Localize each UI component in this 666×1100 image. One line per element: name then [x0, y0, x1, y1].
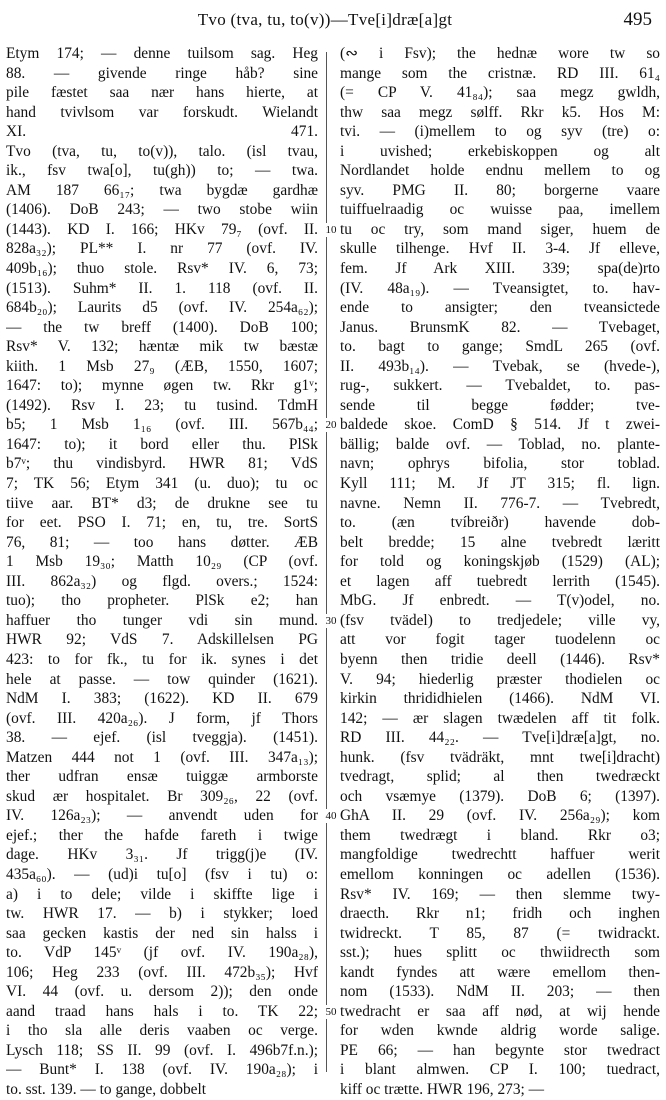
text-line: (ovf. III. 420a₂₆). J form, jf Thors	[6, 709, 318, 727]
text-line: (∾ i Fsv); the hednæ wore tw so	[340, 45, 660, 62]
text-line: 684b₂₀); Laurits d5 (ovf. IV. 254a₆₂);	[6, 299, 318, 317]
text-line: tu oc try, som mand siger, huem de	[340, 220, 660, 238]
text-line: III. 862a₃₂) og flgd. overs.; 1524:	[6, 572, 318, 590]
text-line: (1406). DoB 243; — two stobe wiin	[6, 201, 318, 219]
text-line: HWR 92; VdS 7. Adskillelsen PG	[6, 631, 318, 649]
line-number: 40	[322, 809, 340, 823]
text-line: 106; Heg 233 (ovf. III. 472b₃₅); Hvf	[6, 963, 318, 981]
text-line: (= CP V. 41₈₄); saa megz gwldh,	[340, 84, 660, 102]
text-line: Matzen 444 not 1 (ovf. III. 347a₁₃);	[6, 748, 318, 766]
page-number: 495	[623, 9, 652, 30]
text-line: PE 66; — han begynte stor twedract	[340, 1041, 660, 1059]
text-line: 1 Msb 19₃₀; Matth 10₂₉ (CP (ovf.	[6, 553, 318, 571]
text-line: tvedragt, splid; al then twedræckt	[340, 768, 660, 786]
text-line: Rsv* V. 132; hæntæ mik tw bæstæ	[6, 338, 318, 356]
text-line: 828a₃₂); PL** I. nr 77 (ovf. IV.	[6, 240, 318, 258]
text-line: Kyll 111; M. Jf JT 315; fl. lign.	[340, 475, 660, 493]
text-line: ende to ansigter; den tveansictede	[340, 299, 660, 317]
text-line: to. (æn tvíbreiðr) havende dob-	[340, 514, 660, 532]
text-line: to. bagt to gange; SmdL 265 (ovf.	[340, 338, 660, 356]
text-line: 1647: to); mynne øgen tw. Rkr g1ᵛ;	[6, 377, 318, 395]
text-line: baldede skoe. ComD § 514. Jf t zwei-	[340, 416, 660, 434]
text-line: tiive aar. BT* d3; de drukne see tu	[6, 494, 318, 512]
text-line: kandt fyndes att wære emellom then-	[340, 963, 660, 981]
text-line: 38. — ejef. (isl tveggja). (1451).	[6, 729, 318, 747]
text-line: i tho sla alle deris vaaben oc verge.	[6, 1022, 318, 1040]
text-line: 88. — givende ringe håb? sine	[6, 64, 318, 82]
text-line: kiff oc trætte. HWR 196, 273; —	[340, 1080, 545, 1098]
text-line: mange som the cristnæ. RD III. 61₄	[340, 64, 660, 82]
text-line: V. 94; hiederlig præster thodielen oc	[340, 670, 660, 688]
text-line: Lysch 118; SS II. 99 (ovf. I. 496b7f.n.);	[6, 1041, 318, 1059]
text-line: them twedrægt i bland. Rkr o3;	[340, 826, 660, 844]
text-line: tvi. — (i)mellem to og syv (tre) o:	[340, 123, 660, 141]
text-line: i blant almwen. CP I. 100; tuedract,	[340, 1061, 660, 1079]
text-line: for told og koningskjøb (1529) (AL);	[340, 553, 660, 571]
text-line: 409b₁₆); thuo stole. Rsv* IV. 6, 73;	[6, 260, 318, 278]
text-line: Tvo (tva, tu, to(v)), talo. (isl tvau,	[6, 142, 318, 160]
left-column	[6, 44, 318, 1100]
text-line: RD III. 44₂₂. — Tve[i]dræ[a]gt, no.	[340, 729, 660, 747]
text-line: 1647: to); it bord eller thu. PlSk	[6, 435, 318, 453]
text-line: aand traad hans hals i to. TK 22;	[6, 1002, 318, 1020]
text-line: hunk. (fsv tvädräkt, mnt twe[i]dracht)	[340, 748, 660, 766]
text-line: ik., fsv twa[o], tu(gh)) to; — twa.	[6, 162, 318, 180]
text-line: saa gecken kastis der ned sin halss i	[6, 924, 318, 942]
text-line: syv. PMG II. 80; borgerne vaare	[340, 181, 660, 199]
text-line: och vsæmye (1379). DoB 6; (1397).	[340, 787, 660, 805]
text-line: twidreckt. T 85, 87 (= twidrackt.	[340, 924, 660, 942]
text-line: b5; 1 Msb 1₁₆ (ovf. III. 567b₄₄;	[6, 416, 318, 434]
text-line: — Bunt* I. 138 (ovf. IV. 190a₂₈); i	[6, 1061, 318, 1079]
text-line: 7; TK 56; Etym 341 (u. duo); tu oc	[6, 475, 318, 493]
column-divider	[326, 52, 327, 1072]
text-line: to. VdP 145ᵛ (jf ovf. IV. 190a₂₈),	[6, 944, 318, 962]
text-line: skud ær hospitalet. Br 309₂₆, 22 (ovf.	[6, 787, 318, 805]
text-line: twedracht er saa aff nød, at wij hende	[340, 1002, 660, 1020]
text-line: MbG. Jf enbredt. — T(v)odel, no.	[340, 592, 660, 610]
text-line: hand tvivlsom var forskudt. Wielandt	[6, 103, 318, 121]
text-line: hele at passe. — tow quinder (1621).	[6, 670, 318, 688]
text-line: thw saa megz sølff. Rkr k5. Hos M:	[340, 103, 660, 121]
text-line: draecth. Rkr n1; fridh och inghen	[340, 905, 660, 923]
text-line: dage. HKv 3₃₁. Jf trigg(j)e (IV.	[6, 846, 318, 864]
text-line: nom (1533). NdM II. 203; — then	[340, 983, 660, 1001]
text-line: rug-, sukkert. — Tvebaldet, to. pas-	[340, 377, 660, 395]
text-line: ther udfran ensæ tuiggæ armborste	[6, 768, 318, 786]
text-line: tuiffuelraadig oc wuisse paa, imellem	[340, 201, 660, 219]
text-line: Rsv* IV. 169; — then slemme twy-	[340, 885, 660, 903]
text-line: XI. 471.	[6, 123, 318, 141]
text-line: NdM I. 383; (1622). KD II. 679	[6, 690, 318, 708]
text-line: byenn then tridie deell (1446). Rsv*	[340, 650, 660, 668]
text-line: VI. 44 (ovf. u. dersom 2)); den onde	[6, 983, 318, 1001]
text-line: a) i to dele; vilde i skiffte lige i	[6, 885, 318, 903]
text-line: — the tw breff (1400). DoB 100;	[6, 318, 318, 336]
text-line: i uvished; erkebiskoppen og alt	[340, 142, 660, 160]
text-line: ejef.; ther the hafde fareth i twige	[6, 826, 318, 844]
text-line: sende til begge fødder; tve-	[340, 396, 660, 414]
text-line: GhA II. 29 (ovf. IV. 256a₂₉); kom	[340, 807, 660, 825]
text-line: sst.); hues splitt oc thwiidrecth som	[340, 944, 660, 962]
text-line: Etym 174; — denne tuilsom sag. Heg	[6, 45, 318, 62]
text-line: skulle tilhenge. Hvf II. 3-4. Jf elleve,	[340, 240, 660, 258]
text-line: kiith. 1 Msb 27₉ (ÆB, 1550, 1607;	[6, 357, 318, 375]
text-line: mangfoldige twedrechtt haffuer werit	[340, 846, 660, 864]
right-column	[340, 44, 660, 1100]
text-line: kirkin thrididhielen (1466). NdM VI.	[340, 690, 660, 708]
text-line: 142; — ær slagen twædelen aff tit folk.	[340, 709, 660, 727]
text-line: (IV. 48a₁₉). — Tveansigtet, to. hav-	[340, 279, 660, 297]
text-line: pile fæstet saa nær hans hierte, at	[6, 84, 318, 102]
text-line: 435a₆₀). — (ud)i tu[o] (fsv i tu) o:	[6, 865, 318, 883]
text-line: Janus. BrunsmK 82. — Tvebaget,	[340, 318, 660, 336]
line-number: 30	[322, 614, 340, 628]
text-line: tuo); tho propheter. PlSk e2; han	[6, 592, 318, 610]
line-number: 50	[322, 1005, 340, 1019]
line-number: 20	[322, 418, 340, 432]
page-header	[0, 0, 666, 44]
text-line: AM 187 66₁₇; twa bygdæ gardhæ	[6, 181, 318, 199]
text-line: Nordlandet holde endnu mellem to og	[340, 162, 660, 180]
text-line: (1513). Suhm* II. 1. 118 (ovf. II.	[6, 279, 318, 297]
text-line: for eet. PSO I. 71; en, tu, tre. SortS	[6, 514, 318, 532]
text-line: navn; ophrys bifolia, stor toblad.	[340, 455, 660, 473]
text-line: b7ᵛ; thu vindisbyrd. HWR 81; VdS	[6, 455, 318, 473]
text-line: bällig; balde ovf. — Toblad, no. plante-	[340, 435, 660, 453]
text-line: (fsv tvädel) to tredjedele; ville vy,	[340, 611, 660, 629]
text-line: belt bredde; 15 alne tvebredt læritt	[340, 533, 660, 551]
text-line: att vor fogit tager tuodelenn oc	[340, 631, 660, 649]
text-line: tw. HWR 17. — b) i stykker; loed	[6, 905, 318, 923]
text-line: for wden kwnde aldrig worde salige.	[340, 1022, 660, 1040]
text-line: emellom konningen oc adellen (1536).	[340, 865, 660, 883]
text-line: II. 493b₁₄). — Tvebak, se (hvede-),	[340, 357, 660, 375]
text-line: IV. 126a₂₃); — anvendt uden for	[6, 807, 318, 825]
text-line: haffuer tho tunger vdi sin mund.	[6, 611, 318, 629]
text-line: to. sst. 139. — to gange, dobbelt	[6, 1080, 207, 1098]
text-line: (1492). Rsv I. 23; tu tusind. TdmH	[6, 396, 318, 414]
text-line: (1443). KD I. 166; HKv 79₇ (ovf. II.	[6, 220, 318, 238]
text-line: navne. Nemn II. 776-7. — Tvebredt,	[340, 494, 660, 512]
text-line: fem. Jf Ark XIII. 339; spa(de)rto	[340, 260, 660, 278]
text-line: 76, 81; — too hans døtter. ÆB	[6, 533, 318, 551]
text-line: et lagen aff tuebredt lerrith (1545).	[340, 572, 660, 590]
line-number: 10	[322, 223, 340, 237]
text-line: 423: to for fk., tu for ik. synes i det	[6, 650, 318, 668]
running-head: Tvo (tva, tu, to(v))—Tve[i]dræ[a]gt	[197, 10, 453, 29]
